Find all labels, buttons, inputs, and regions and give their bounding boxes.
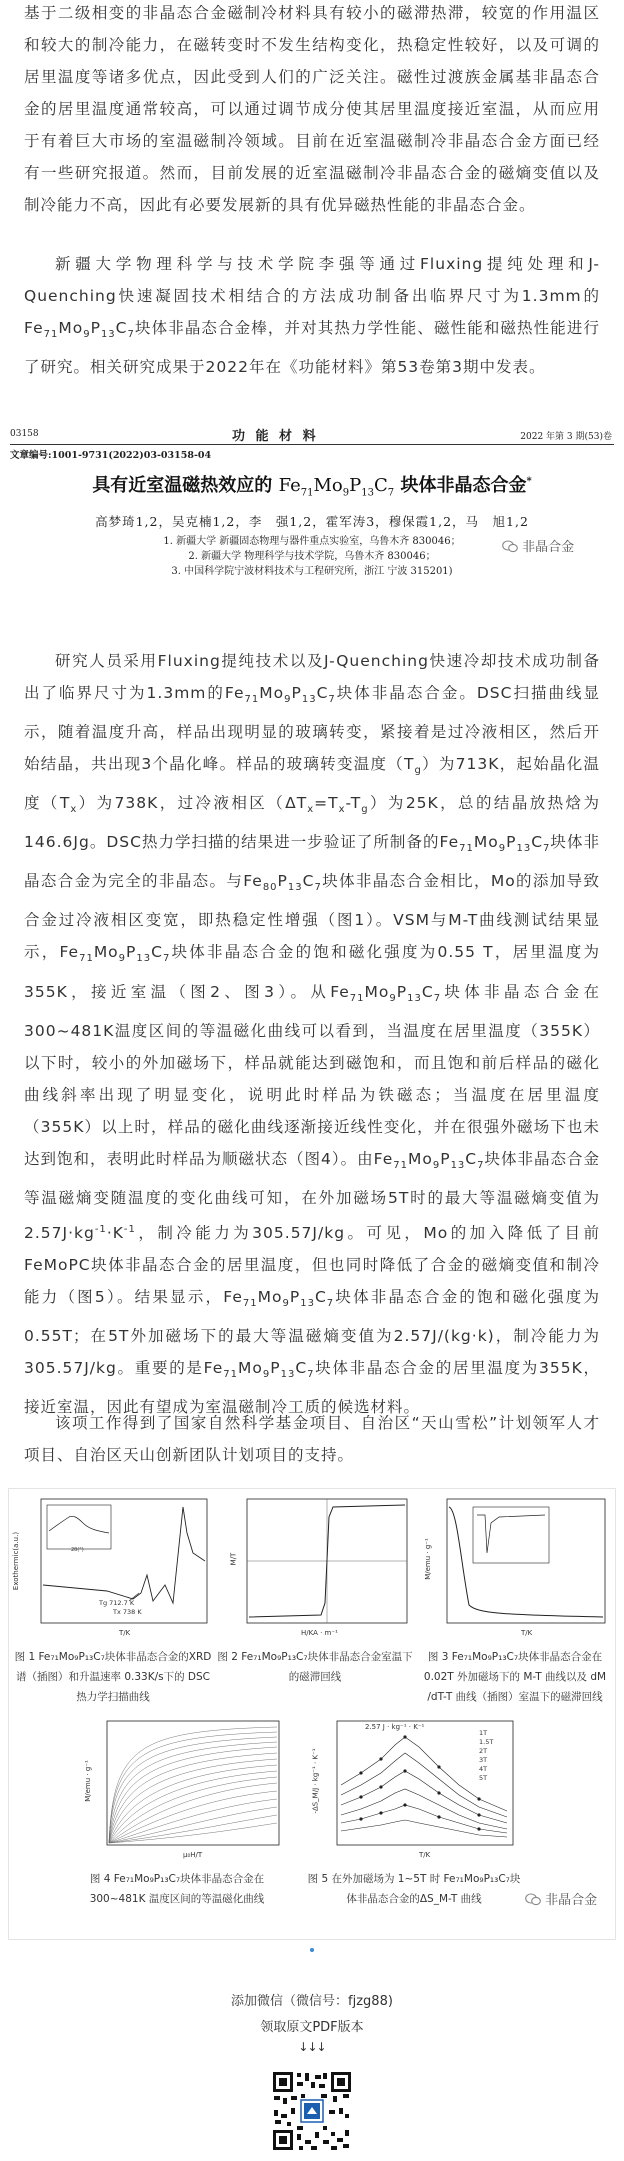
fig2-ylabel: M/T [229,1552,238,1566]
fig5-xlabel: T/K [419,1851,431,1859]
fig5-legend-item: 2T [479,1747,488,1755]
figure-5 [309,1715,517,1865]
acknowledgement-paragraph: 该项工作得到了国家自然科学基金项目、自治区“天山雪松”计划领军人才项目、自治区天山创新团队计划项目的支持。 [24,1414,600,1464]
fig2-xlabel: H/KA · m⁻¹ [301,1629,338,1637]
wechat-watermark-icon [525,1893,541,1906]
figure-3-caption: 图 3 Fe₇₁Mo₉P₁₃C₇块体非晶态合金在0.02T 外加磁场下的 M-T 曲线以及 dM /dT-T 曲线（插图）室温下的磁滞回线 [423,1651,607,1703]
figure-2 [221,1493,413,1643]
figure-3-plot [421,1493,609,1643]
fig3-ylabel: M/emu · g⁻¹ [423,1538,432,1580]
figure-3 [421,1493,609,1643]
journal-name: 功 能 材 料 [232,429,319,444]
fig5-ylabel: -ΔS_M/J · kg⁻¹ · K⁻¹ [311,1748,320,1814]
affiliation-1: 1. 新疆大学 新疆固态物理与器件重点实验室，乌鲁木齐 830046； [163,536,461,547]
figure-1-plot [17,1493,211,1643]
fig5-legend-item: 1T [479,1729,488,1737]
figure-4-plot [79,1715,283,1865]
figure-5-caption: 图 5 在外加磁场为 1~5T 时 Fe₇₁Mo₉P₁₃C₇块体非晶态合金的ΔS_M-T 曲线 [307,1873,521,1905]
alloy-formula: $Fe_{71}Mo_9P_{13}C_7$ [330,982,442,1004]
issue-info: 2022 年第 3 期(53)卷 [520,432,612,442]
alloy-formula: $Fe_{71}Mo_9P_{13}C_7$ [59,943,171,965]
article-number: 文章编号:1001-9731(2022)03-03158-04 [10,450,212,461]
watermark-figures: 非晶合金 [525,1889,597,1908]
fig5-legend-item: 1.5T [479,1738,494,1746]
fig4-ylabel: M/emu · g⁻¹ [83,1760,92,1802]
fig1-ylabel: Exothermic(a.u.) [12,1531,21,1591]
fig4-xlabel: μ₀H/T [183,1851,203,1859]
footer-arrows: ↓↓↓ [298,2040,326,2054]
paper-title: 具有近室温磁热效应的 $Fe_{71}Mo_9P_{13}C_7$ 块体非晶态合金* [92,475,532,499]
wechat-watermark-icon [502,540,518,553]
alloy-formula: $Fe_{71}Mo_9P_{13}C_7$ [224,684,336,706]
figure-1-caption: 图 1 Fe₇₁Mo₉P₁₃C₇块体非晶态合金的XRD 谱（插图）和升温速率 0.33K/s下的 DSC 热力学扫描曲线 [14,1651,212,1703]
intro-paragraph-2: 新疆大学物理科学与技术学院李强等通过Fluxing提纯处理和J-Quenching快速凝固技术相结合的方法成功制备出临界尺寸为1.3mm的$Fe_{71}Mo_9P_{13}C_7$块体非晶态合金棒，并对其热力学性能、磁性能和磁热性能进行了研究。相关研究成果于2022年在《功能材料》第53卷第3期中发表。 [24,255,600,377]
paper-header-image [0,426,624,604]
footer-pdf-line: 领取原文PDF版本 [260,2020,364,2035]
watermark-header: 非晶合金 [502,536,574,555]
fig5-legend [479,1729,493,1783]
fig5-legend-item: 5T [479,1774,488,1782]
paper-authors: 高梦琦1,2，吴克楠1,2，李 强1,2，霍军涛3，穆保霞1,2，马 旭1,2 [95,514,529,529]
alloy-formula: $Fe_{71}Mo_9P_{13}C_7$ [223,1287,335,1309]
figure-4-caption: 图 4 Fe₇₁Mo₉P₁₃C₇块体非晶态合金在300~481K 温度区间的等温磁化曲线 [89,1873,265,1905]
separator-dot [310,1948,314,1952]
fig5-legend-item: 4T [479,1765,488,1773]
fig5-annotation: 2.57 J · kg⁻¹ · K⁻¹ [365,1723,425,1731]
footer-wechat-line: 添加微信（微信号：fjzg88) [231,1994,393,2009]
affiliation-3: 3. 中国科学院宁波材料技术与工程研究所，浙江 宁波 315201) [171,566,453,577]
figures-panel [8,1488,616,1940]
fig1-xlabel: T/K [119,1629,131,1637]
qr-code-image [271,2070,353,2152]
fig5-legend-item: 3T [479,1756,488,1764]
figure-1 [12,1493,211,1643]
fig1-inset-xlabel: 2θ(°) [71,1547,84,1553]
alloy-formula: $Fe_{71}Mo_9P_{13}C_7$ [373,1149,485,1171]
affiliation-2: 2. 新疆大学 物理科学与技术学院，乌鲁木齐 830046； [188,551,436,562]
body-paragraph: 研究人员采用Fluxing提纯技术以及J-Quenching快速冷却技术成功制备出了临界尺寸为1.3mm的$Fe_{71}Mo_9P_{13}C_7$块体非晶态合金。DSC扫描曲线显示，随着温度升高，样品出现明显的玻璃转变，紧接着是过冷液相区，然后开始结晶，共出现3个晶化峰。样品的玻璃转变温度$(T_g)$为713K，起始晶化温度$(T_x)$为738K，过冷液相区$(\Delta T_x=T_x-T_g)$为25K，总的结晶放热焓为146.6Jg。DSC热力学扫描的结果进一步验证了所制备的$Fe_{71}Mo_9P_{13}C_7$块体非晶态合金为完全的非晶态。与$Fe_{80}P_{13}C_7$块体非晶态合金相比，Mo的添加导致合金过冷液相区变宽，即热稳定性增强（图1）。VSM与M-T曲线测试结果显示，$Fe_{71}Mo_9P_{13}C_7$块体非晶态合金的饱和磁化强度为0.55 T，居里温度为355K，接近室温（图2、图3）。从$Fe_{71}Mo_9P_{13}C_7$块体非晶态合金在300~481K温度区间的等温磁化曲线可以看到，当温度在居里温度（355K）以下时，较小的外加磁场下，样品就能达到磁饱和，而且饱和前后样品的磁化曲线斜率出现了明显变化，说明此时样品为铁磁态；当温度在居里温度（355K）以上时，样品的磁化曲线逐渐接近线性变化，并在很强外磁场下也未达到饱和，表明此时样品为顺磁状态（图4）。由$Fe_{71}Mo_9P_{13}C_7$块体非晶态合金等温磁熵变随温度的变化曲线可知，在外加磁场5T时的最大等温磁熵变值为$2.57J\cdot kg^{-1}\cdot K^{-1}$，制冷能力为305.57J/kg。可见，Mo的加入降低了目前FeMoPC块体非晶态合金的居里温度，但也同时降低了合金的磁熵变值和制冷能力（图5）。结果显示，$Fe_{71}Mo_9P_{13}C_7$块体非晶态合金的饱和磁化强度为0.55T；在5T外加磁场下的最大等温磁熵变值为2.57J/(kg·k)，制冷能力为305.57J/kg。重要的是$Fe_{71}Mo_9P_{13}C_7$块体非晶态合金的居里温度为355K，接近室温，因此有望成为室温磁制冷工质的候选材料。 [24,652,601,1417]
fig1-tg-label: Tg 712.7 K [99,1599,135,1607]
intro-paragraph-1: 基于二级相变的非晶态合金磁制冷材料具有较小的磁滞热滞，较宽的作用温区和较大的制冷能力，在磁转变时不发生结构变化，热稳定性较好，以及可调的居里温度等诸多优点，因此受到人们的广泛关注。磁性过渡族金属基非晶态合金的居里温度通常较高，可以通过调节成分使其居里温度接近室温，从而应用于有着巨大市场的室温磁制冷领域。目前在近室温磁制冷非晶态合金方面已经有一些研究报道。然而，目前发展的近室温磁制冷非晶态合金的磁熵变值以及制冷能力不高，因此有必要发展新的具有优异磁热性能的非晶态合金。 [24,4,600,214]
qr-code[interactable] [271,2070,353,2152]
alloy-formula: $Fe_{71}Mo_9P_{13}C_7$ [439,833,551,855]
fig1-tx-label: Tx 738 K [113,1608,142,1616]
page-number: 03158 [10,429,39,439]
alloy-formula: $Fe_{71}Mo_9P_{13}C_7$ [24,319,135,341]
figure-2-caption: 图 2 Fe₇₁Mo₉P₁₃C₇块体非晶态合金室温下的磁滞回线 [217,1651,413,1683]
header-rule [10,444,614,445]
fig3-xlabel: T/K [521,1629,533,1637]
alloy-formula: $Fe_{71}Mo_9P_{13}C_7$ [203,1359,315,1381]
figure-2-plot [221,1493,413,1643]
figure-4 [79,1715,283,1865]
